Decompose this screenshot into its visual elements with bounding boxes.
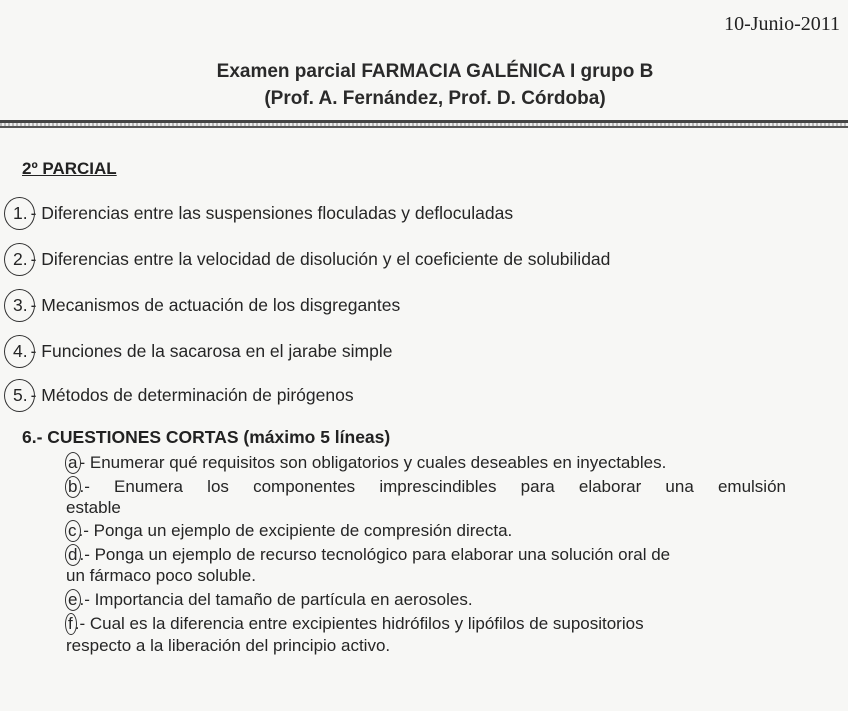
question-text: - Diferencias entre la velocidad de disolución y el coeficiente de solubilidad (30, 249, 611, 269)
hand-drawn-circle-icon (65, 452, 81, 474)
question-number: 4. (10, 341, 31, 362)
section-heading: 2º PARCIAL (22, 159, 117, 178)
short-question-d-continuation: un fármaco poco soluble. (66, 566, 256, 585)
short-question-text: .- Ponga un ejemplo de excipiente de compresión directa. (78, 521, 513, 540)
question-letter: f (66, 613, 75, 635)
header-divider (0, 120, 848, 128)
hand-drawn-circle-icon (65, 520, 81, 542)
short-question-a (66, 452, 786, 474)
question-2 (10, 249, 610, 270)
hand-drawn-circle-icon (65, 544, 81, 566)
question-text: - Funciones de la sacarosa en el jarabe simple (30, 341, 393, 361)
short-question-text: .- Importancia del tamaño de partícula en aerosoles. (79, 590, 473, 609)
exam-professors: (Prof. A. Fernández, Prof. D. Córdoba) (264, 88, 606, 109)
question-letter: c (66, 520, 79, 542)
short-question-c (66, 520, 786, 542)
short-question-text: .- Ponga un ejemplo de recurso tecnológico para elaborar una solución oral de (79, 545, 671, 564)
question-3 (10, 295, 400, 316)
question-number: 1. (10, 203, 31, 224)
exam-date: 10-Junio-2011 (724, 13, 840, 35)
hand-drawn-circle-icon (65, 476, 81, 498)
exam-title: Examen parcial FARMACIA GALÉNICA I grupo B (216, 61, 654, 82)
question-number: 5. (10, 385, 31, 406)
question-text: - Mecanismos de actuación de los disgregantes (30, 295, 401, 315)
exam-header (0, 58, 848, 112)
hand-drawn-circle-icon (4, 243, 35, 276)
short-question-e (66, 589, 786, 611)
short-question-text: - Enumerar qué requisitos son obligatorios y cuales deseables en inyectables. (79, 453, 667, 472)
question-text: - Métodos de determinación de pirógenos (30, 385, 354, 405)
hand-drawn-circle-icon (4, 289, 35, 322)
short-question-b (66, 476, 786, 498)
question-letter: b (66, 476, 79, 498)
hand-drawn-circle-icon (4, 197, 35, 230)
short-question-f (66, 613, 786, 635)
hand-drawn-circle-icon (65, 613, 77, 635)
question-5 (10, 385, 354, 406)
hand-drawn-circle-icon (4, 379, 35, 412)
short-question-text: .- Enumera los componentes imprescindibles para elaborar una emulsión (79, 477, 786, 496)
question-4 (10, 341, 392, 362)
short-question-b-continuation: estable (66, 498, 121, 517)
question-1 (10, 203, 513, 224)
question-letter: a (66, 452, 79, 474)
short-question-d (66, 544, 786, 566)
hand-drawn-circle-icon (65, 589, 81, 611)
question-letter: e (66, 589, 79, 611)
hand-drawn-circle-icon (4, 335, 35, 368)
question-number: 2. (10, 249, 31, 270)
question-text: - Diferencias entre las suspensiones floculadas y defloculadas (30, 203, 514, 223)
short-questions-heading: 6.- CUESTIONES CORTAS (máximo 5 líneas) (22, 427, 391, 447)
question-letter: d (66, 544, 79, 566)
short-question-text: .- Cual es la diferencia entre excipientes hidrófilos y lipófilos de supositorios (74, 614, 644, 633)
short-question-f-continuation: respecto a la liberación del principio activo. (66, 636, 391, 655)
question-number: 3. (10, 295, 31, 316)
